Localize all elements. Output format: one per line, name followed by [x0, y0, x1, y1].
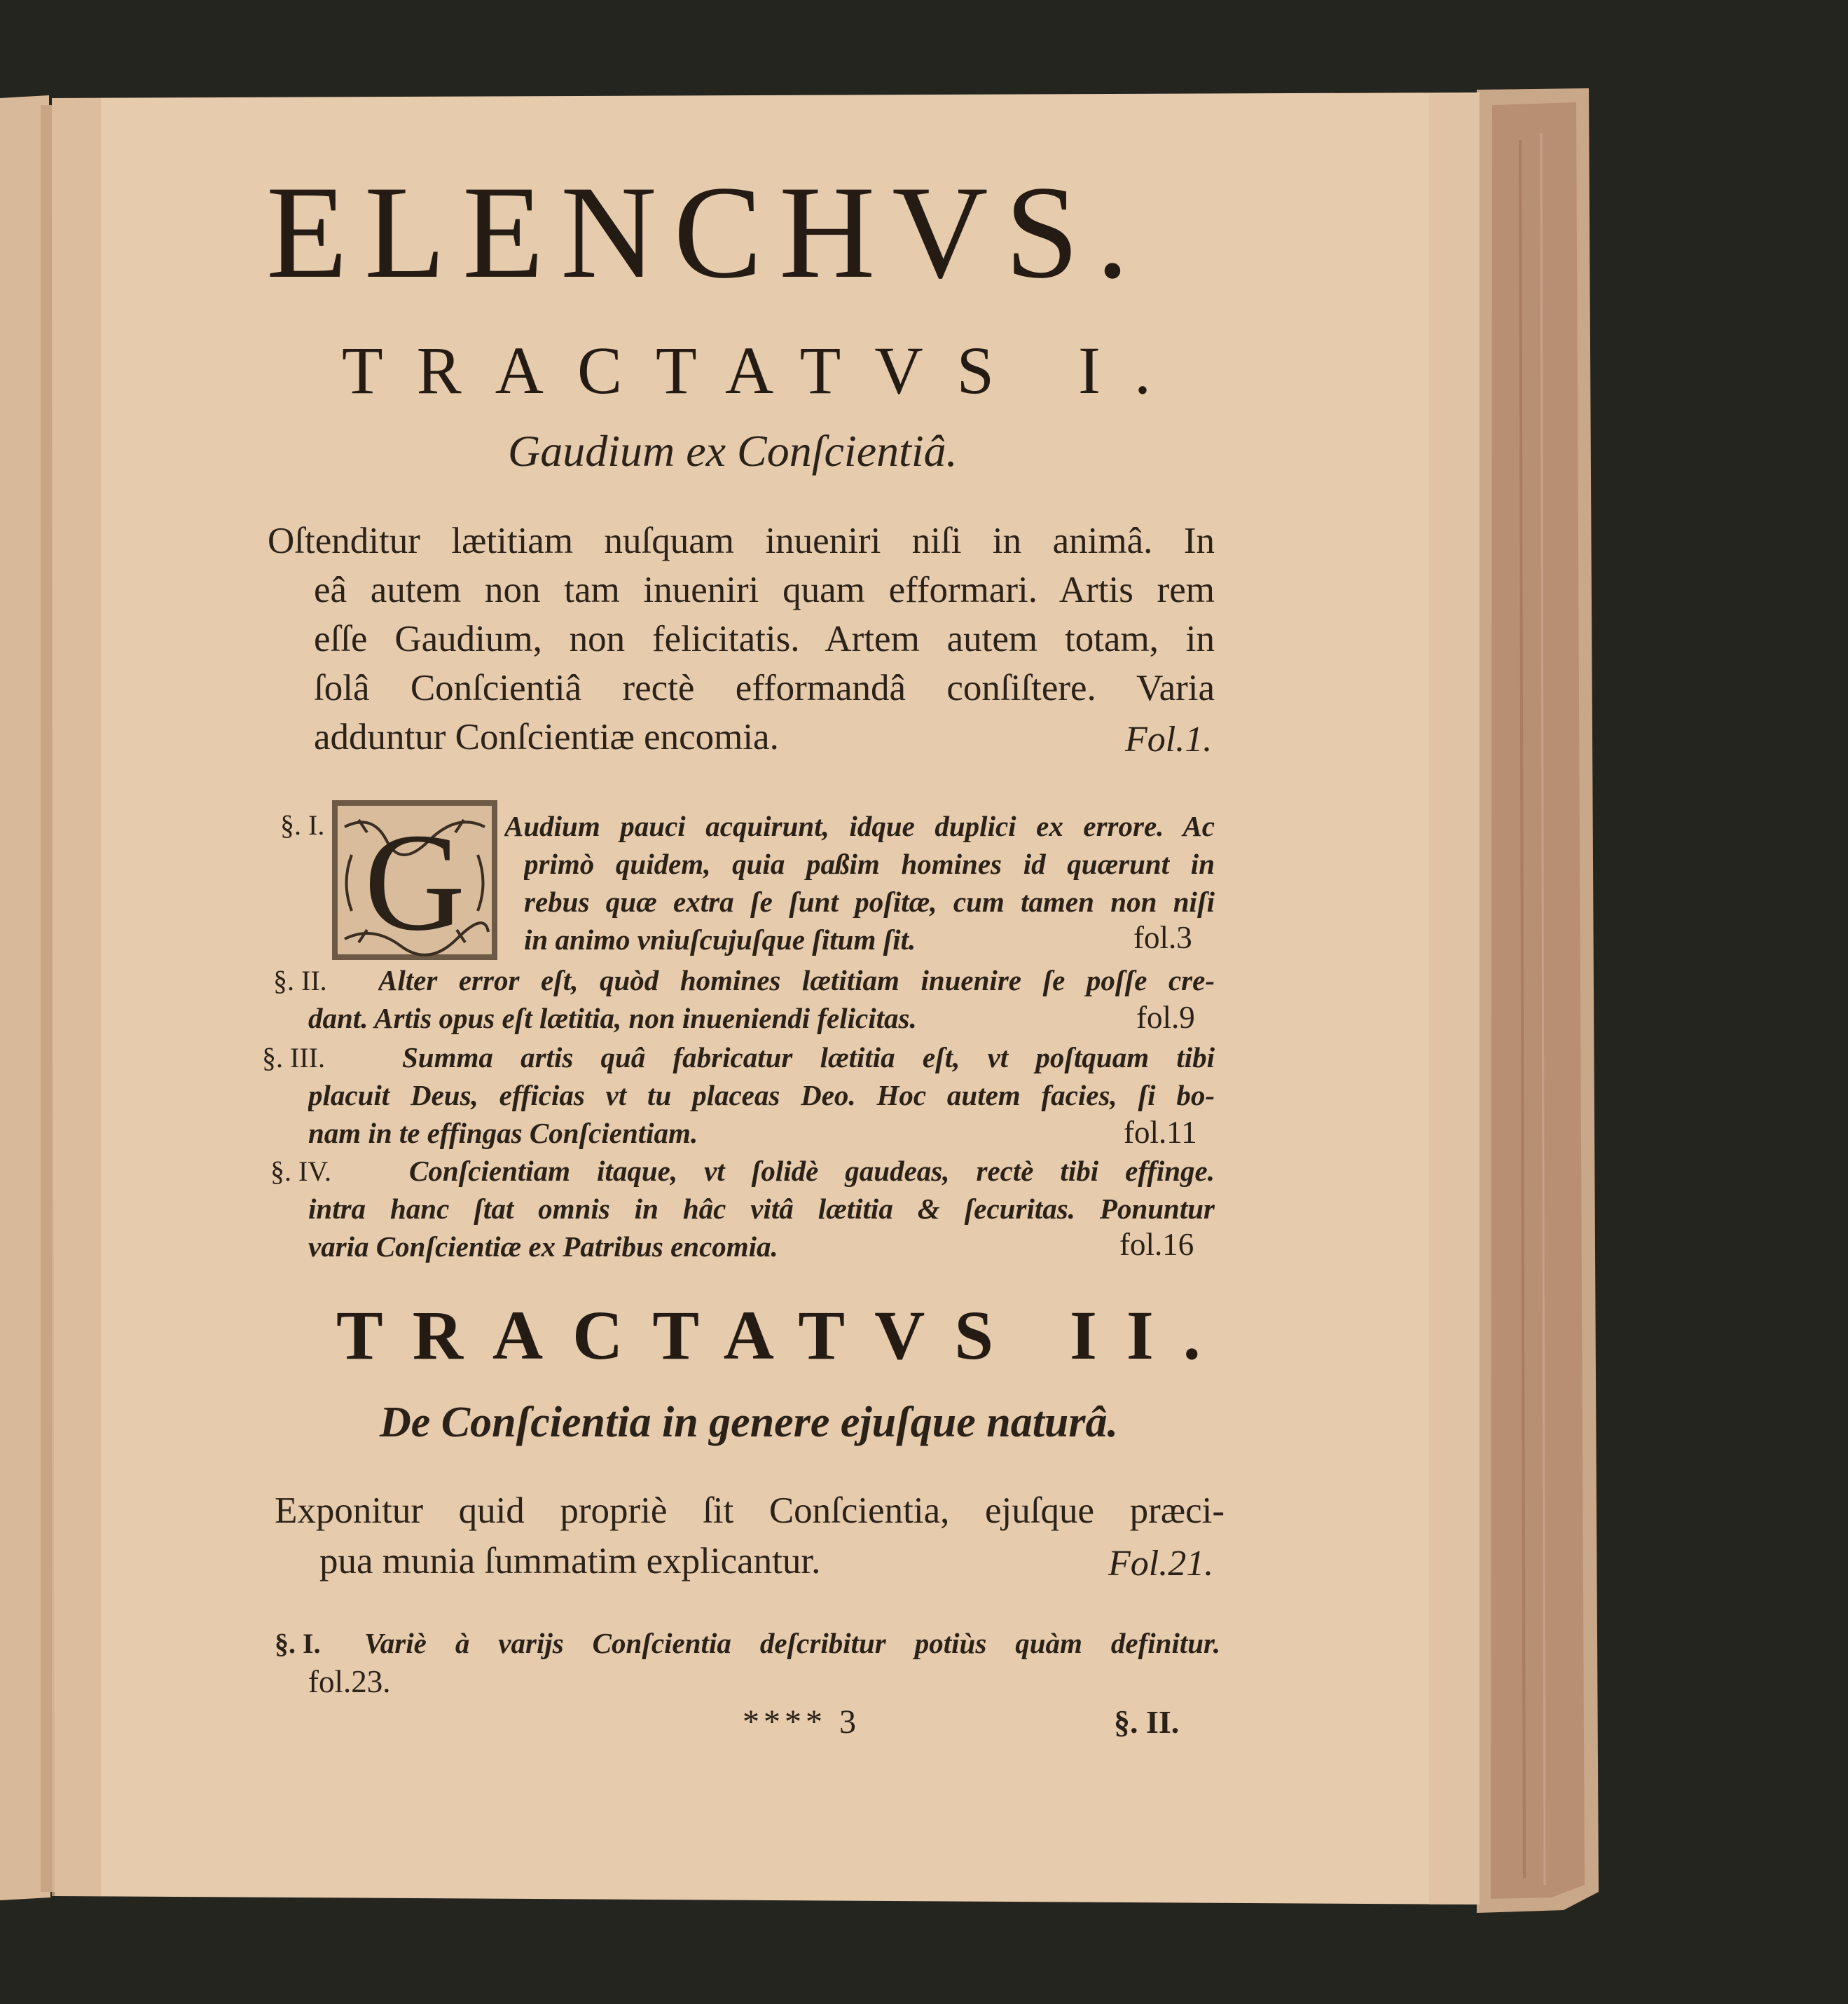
folio-reference: Fol.1.	[1125, 720, 1213, 760]
section-line: in animo vniuſcujuſque ſitum ſit.	[524, 924, 916, 956]
folio-reference: fol.11	[1124, 1115, 1197, 1150]
summary-line: ſolâ Conſcientiâ rectè efformandâ conſiſtere. Varia	[314, 668, 1215, 708]
section-line: primò quidem, quia paßim homines id quærunt in	[524, 848, 1215, 880]
section-line: intra hanc ſtat omnis in hâc vitâ lætitia & ſecuritas. Ponuntur	[308, 1193, 1215, 1225]
summary-line: eſſe Gaudium, non felicitatis. Artem autem totam, in	[314, 619, 1215, 659]
section-line: Conſcientiam itaque, vt ſolidè gaudeas, rectè tibi effinge.	[409, 1155, 1215, 1187]
folio-reference: Fol.21.	[1108, 1544, 1214, 1584]
section-mark: §. I.	[280, 809, 325, 841]
section-line: Alter error eſt, quòd homines lætitiam inuenire ſe poſſe cre-	[378, 964, 1215, 996]
tractatus-1-subtitle: Gaudium ex Conſcientiâ.	[508, 426, 958, 476]
section-line: varia Conſcientiæ ex Patribus encomia.	[308, 1230, 778, 1263]
section-line: rebus quæ extra ſe ſunt poſitæ, cum tamen non niſi	[524, 886, 1215, 918]
summary-line: adduntur Conſcientiæ encomia.	[314, 717, 779, 757]
section-line: placuit Deus, efficias vt tu placeas Deo. Hoc autem facies, ſi bo-	[308, 1079, 1215, 1111]
section-line: Summa artis quâ fabricatur lætitia eſt, vt poſtquam tibi	[402, 1041, 1215, 1073]
section-mark: §. III.	[262, 1042, 325, 1073]
section-mark: §. I.	[275, 1628, 321, 1659]
page-title: ELENCHVS.	[266, 159, 1146, 306]
folio-reference: fol.9	[1136, 1000, 1195, 1035]
section-line: Variè à varijs Conſcientia deſcribitur potiùs quàm definitur.	[364, 1627, 1220, 1659]
section-mark: §. IV.	[270, 1155, 332, 1187]
folio-reference: fol.16	[1119, 1227, 1194, 1262]
tractatus-2-subtitle: De Conſcientia in genere ejuſque naturâ.	[380, 1399, 1119, 1446]
tractatus-2-heading: TRACTATVS II.	[336, 1296, 1230, 1374]
section-line: dant. Artis opus eſt lætitia, non inueniendi felicitas.	[308, 1002, 917, 1034]
initial-letter: G	[364, 805, 466, 960]
folio-reference: fol.3	[1133, 920, 1192, 955]
decorated-initial-g	[331, 799, 499, 961]
signature-mark: **** 3	[743, 1703, 860, 1741]
summary-line: pua munia ſummatim explicantur.	[319, 1541, 821, 1581]
section-line: Audium pauci acquirunt, idque duplici ex errore. Ac	[504, 810, 1215, 842]
summary-line: Oſtenditur lætitiam nuſquam inueniri niſi in animâ. In	[268, 521, 1215, 561]
folio-reference: fol.23.	[308, 1664, 391, 1699]
section-mark: §. II.	[273, 965, 327, 996]
tractatus-1-heading: TRACTATVS I.	[342, 333, 1185, 408]
summary-line: eâ autem non tam inueniri quam efformari. Artis rem	[314, 570, 1215, 610]
summary-line: Exponitur quid propriè ſit Conſcientia, ejuſque præci-	[275, 1490, 1225, 1531]
catchword: §. II.	[1114, 1704, 1180, 1740]
section-line: nam in te effingas Conſcientiam.	[308, 1117, 698, 1149]
